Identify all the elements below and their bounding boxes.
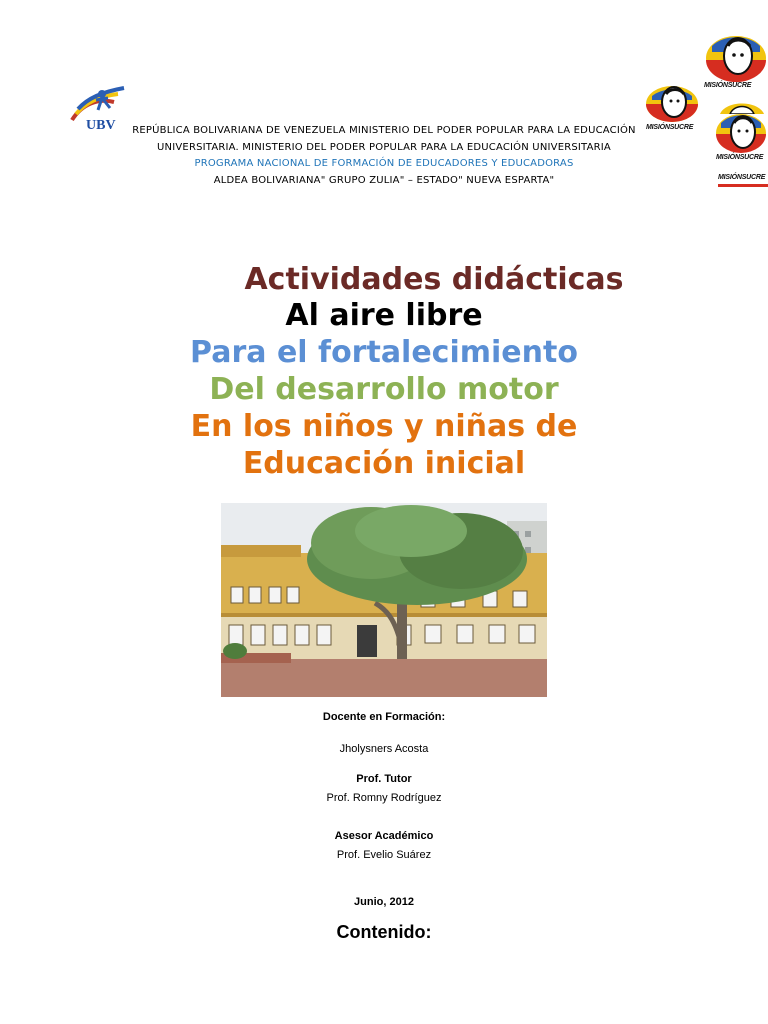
docente-label: Docente en Formación:	[322, 711, 446, 723]
tutor-name: Prof. Romny Rodríguez	[326, 792, 442, 804]
mision-sucre-text: MISIÓNSUCRE	[718, 174, 766, 181]
title-line-5: En los niños y niñas de	[190, 409, 578, 444]
header-line-1: REPÚBLICA BOLIVARIANA DE VENEZUELA MINISTERIO DEL PODER POPULAR PARA LA EDUCACIÓN	[132, 125, 636, 136]
school-photo	[221, 503, 547, 697]
mision-sucre-text: MISIÓNSUCRE	[704, 82, 752, 89]
date: Junio, 2012	[354, 896, 414, 908]
ubv-logo-text: UBV	[86, 118, 116, 133]
asesor-label: Asesor Académico	[334, 830, 434, 842]
header-line-4: ALDEA BOLIVARIANA" GRUPO ZULIA" – ESTADO" NUEVA ESPARTA"	[213, 175, 555, 186]
mision-sucre-text: MISIÓNSUCRE	[646, 124, 694, 131]
header-line-3: PROGRAMA NACIONAL DE FORMACIÓN DE EDUCADORES Y EDUCADORAS	[194, 158, 574, 169]
mision-sucre-text: MISIÓNSUCRE	[716, 154, 764, 161]
docente-name: Jholysners Acosta	[339, 743, 429, 755]
title-line-2: Al aire libre	[285, 298, 483, 333]
title-line-4: Del desarrollo motor	[209, 372, 559, 407]
contents-heading: Contenido:	[336, 922, 432, 942]
tutor-label: Prof. Tutor	[356, 773, 412, 785]
mision-sucre-logo-top	[704, 34, 768, 96]
header-line-2: UNIVERSITARIA. MINISTERIO DEL PODER POPULAR PARA LA EDUCACIÓN UNIVERSITARIA	[157, 142, 611, 153]
title-line-3: Para el fortalecimiento	[190, 335, 578, 370]
asesor-name: Prof. Evelio Suárez	[336, 849, 432, 861]
title-line-1: Actividades didácticas	[244, 262, 624, 297]
title-line-6: Educación inicial	[242, 446, 526, 481]
